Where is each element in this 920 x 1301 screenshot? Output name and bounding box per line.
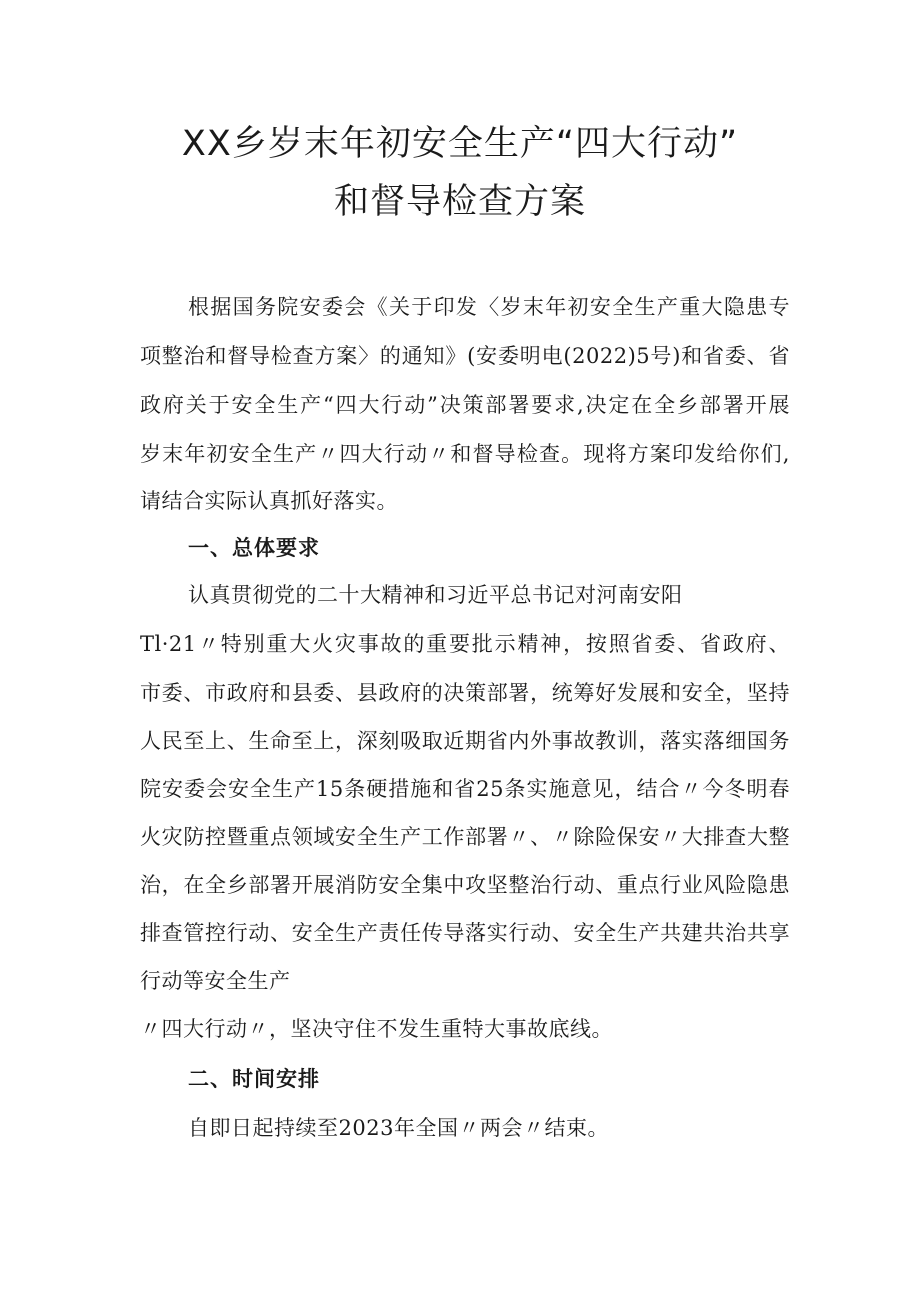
section-1-line-4: 人民至上、生命至上，深刻吸取近期省内外事故教训，落实落细国务	[140, 729, 790, 753]
section-2-line-1: 自即日起持续至2023年全国〃两会〃结束。	[188, 1116, 609, 1140]
section-1-line-5: 院安委会安全生产15条硬措施和省25条实施意见，结合〃今冬明春	[140, 777, 790, 801]
section-1-line-1: 认真贯彻党的二十大精神和习近平总书记对河南安阳	[188, 583, 683, 607]
section-1-line-7: 治，在全乡部署开展消防安全集中攻坚整治行动、重点行业风险隐患	[140, 873, 790, 897]
section-2-heading: 二、时间安排	[188, 1067, 320, 1091]
section-1-line-6: 火灾防控暨重点领域安全生产工作部署〃、〃除险保安〃大排查大整	[140, 825, 790, 849]
section-1-line-9: 行动等安全生产	[140, 969, 291, 993]
intro-line-2: 项整治和督导检查方案〉的通知》(安委明电(2022)5号)和省委、省	[140, 344, 790, 368]
document-title-line-1: XX乡岁末年初安全生产“四大行动”	[181, 124, 739, 164]
document-title-line-2: 和督导检查方案	[333, 182, 586, 222]
section-1-heading: 一、总体要求	[188, 536, 320, 560]
intro-line-3: 政府关于安全生产“四大行动”决策部署要求,决定在全乡部署开展	[140, 393, 790, 417]
intro-line-5: 请结合实际认真抓好落实。	[140, 489, 398, 513]
section-1-line-3: 市委、市政府和县委、县政府的决策部署，统筹好发展和安全，坚持	[140, 681, 790, 705]
section-1-line-10: 〃四大行动〃，坚决守住不发生重特大事故底线。	[140, 1017, 613, 1041]
intro-line-4: 岁末年初安全生产〃四大行动〃和督导检查。现将方案印发给你们,	[140, 442, 790, 466]
section-1-line-2: Tl·21〃特别重大火灾事故的重要批示精神，按照省委、省政府、	[140, 632, 790, 656]
section-1-line-8: 排查管控行动、安全生产责任传导落实行动、安全生产共建共治共享	[140, 921, 790, 945]
intro-line-1: 根据国务院安委会《关于印发〈岁末年初安全生产重大隐患专	[188, 295, 790, 319]
